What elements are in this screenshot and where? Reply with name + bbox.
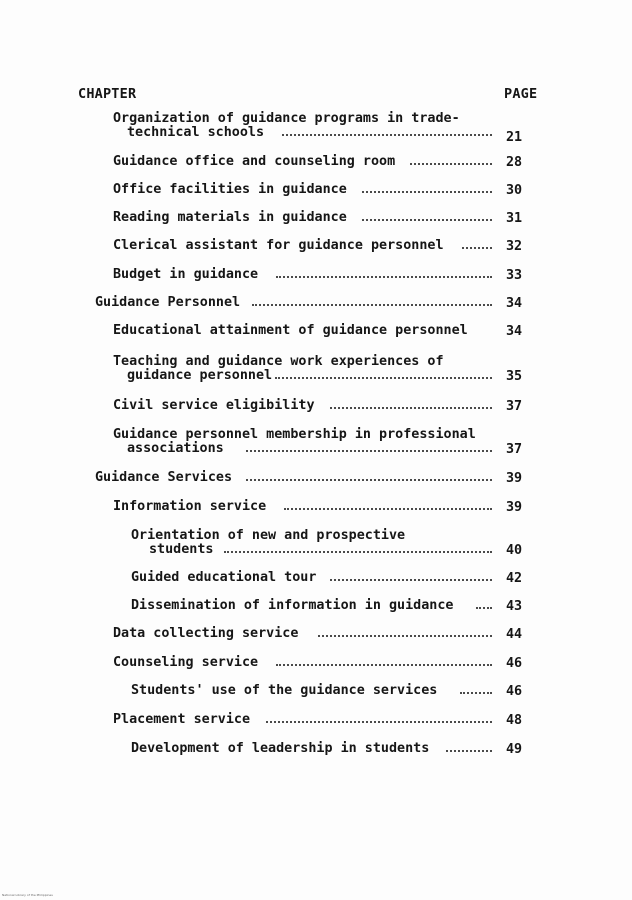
- toc-entry: [113, 239, 444, 253]
- page-number: 49: [506, 742, 523, 757]
- entry-title-continued: guidance personnel: [127, 368, 273, 383]
- toc-entry: [113, 399, 315, 413]
- dot-leader: [276, 268, 492, 278]
- page-number: 44: [506, 627, 523, 642]
- toc-section: [95, 296, 240, 310]
- dot-leader: [476, 599, 492, 609]
- page-number: 42: [506, 571, 523, 586]
- entry-title: Organization of guidance programs in trade-: [113, 111, 460, 126]
- dot-leader: [462, 239, 492, 249]
- dot-leader: [410, 155, 492, 165]
- dot-leader: [460, 684, 492, 694]
- page-number: 28: [506, 155, 523, 170]
- entry-title: Guidance office and counseling room: [113, 154, 396, 169]
- page-number: 39: [506, 500, 523, 515]
- toc-entry: [113, 183, 347, 197]
- entry-title: Guided educational tour: [131, 570, 317, 585]
- page-number: 32: [506, 239, 523, 254]
- entry-title: Office facilities in guidance: [113, 182, 347, 197]
- entry-title: Information service: [113, 499, 267, 514]
- page-number: 37: [506, 399, 523, 414]
- entry-title: Educational attainment of guidance personnel: [113, 323, 468, 338]
- toc-section: [95, 471, 232, 485]
- toc-entry: [113, 155, 395, 169]
- dot-leader: [252, 296, 492, 306]
- dot-leader: [246, 471, 492, 481]
- page-number: 30: [506, 183, 523, 198]
- dot-leader: [246, 442, 492, 452]
- page-number: 31: [506, 211, 523, 226]
- dot-leader: [362, 183, 492, 193]
- toc-subentry: [131, 684, 437, 698]
- toc-entry: [113, 713, 250, 727]
- entry-title: Dissemination of information in guidance: [131, 598, 454, 613]
- entry-title: Civil service eligibility: [113, 398, 315, 413]
- entry-title: Guidance personnel membership in professional: [113, 427, 476, 442]
- dot-leader: [284, 500, 492, 510]
- section-title: Guidance Personnel: [95, 295, 241, 310]
- dot-leader: [266, 713, 492, 723]
- entry-title-continued: students: [149, 542, 214, 557]
- dot-leader: [446, 742, 492, 752]
- scan-imprint: National Library of the Philippines: [2, 893, 53, 897]
- page-number: 46: [506, 656, 523, 671]
- dot-leader: [224, 543, 492, 553]
- page-number: 48: [506, 713, 523, 728]
- entry-title: Reading materials in guidance: [113, 210, 347, 225]
- dot-leader: [362, 211, 492, 221]
- toc-entry: [113, 500, 266, 514]
- entry-title-continued: associations: [127, 441, 224, 456]
- toc-entry: [113, 656, 258, 670]
- page-number: 34: [506, 324, 523, 339]
- entry-title: Counseling service: [113, 655, 259, 670]
- toc-subentry: [131, 571, 316, 585]
- entry-title-continued: technical schools: [127, 125, 265, 140]
- entry-title: Orientation of new and prospective: [131, 528, 406, 543]
- toc-entry: [113, 268, 258, 282]
- dot-leader: [282, 126, 492, 136]
- entry-title: Development of leadership in students: [131, 741, 430, 756]
- page-number: 46: [506, 684, 523, 699]
- page-number: 43: [506, 599, 523, 614]
- chapter-heading: CHAPTER: [78, 86, 137, 102]
- dot-leader: [276, 656, 492, 666]
- page-number: 40: [506, 543, 523, 558]
- page-number: 39: [506, 471, 523, 486]
- dot-leader: [330, 571, 492, 581]
- page-heading: PAGE: [504, 86, 538, 102]
- dot-leader: [275, 369, 492, 379]
- toc-entry: [113, 627, 298, 641]
- entry-title: Budget in guidance: [113, 267, 259, 282]
- page-number: 37: [506, 442, 523, 457]
- entry-title: Data collecting service: [113, 626, 299, 641]
- toc-entry: [113, 211, 347, 225]
- entry-title: Students' use of the guidance services: [131, 683, 438, 698]
- entry-title: Placement service: [113, 712, 251, 727]
- entry-title: Clerical assistant for guidance personnel: [113, 238, 444, 253]
- page-number: 21: [506, 130, 523, 145]
- page-number: 33: [506, 268, 523, 283]
- toc-subentry: [131, 742, 429, 756]
- dot-leader: [330, 399, 492, 409]
- page-number: 34: [506, 296, 523, 311]
- entry-title: Teaching and guidance work experiences of: [113, 354, 444, 369]
- page-number: 35: [506, 369, 523, 384]
- dot-leader: [318, 627, 492, 637]
- toc-subentry: [131, 599, 453, 613]
- section-title: Guidance Services: [95, 470, 233, 485]
- toc-entry: [113, 324, 468, 338]
